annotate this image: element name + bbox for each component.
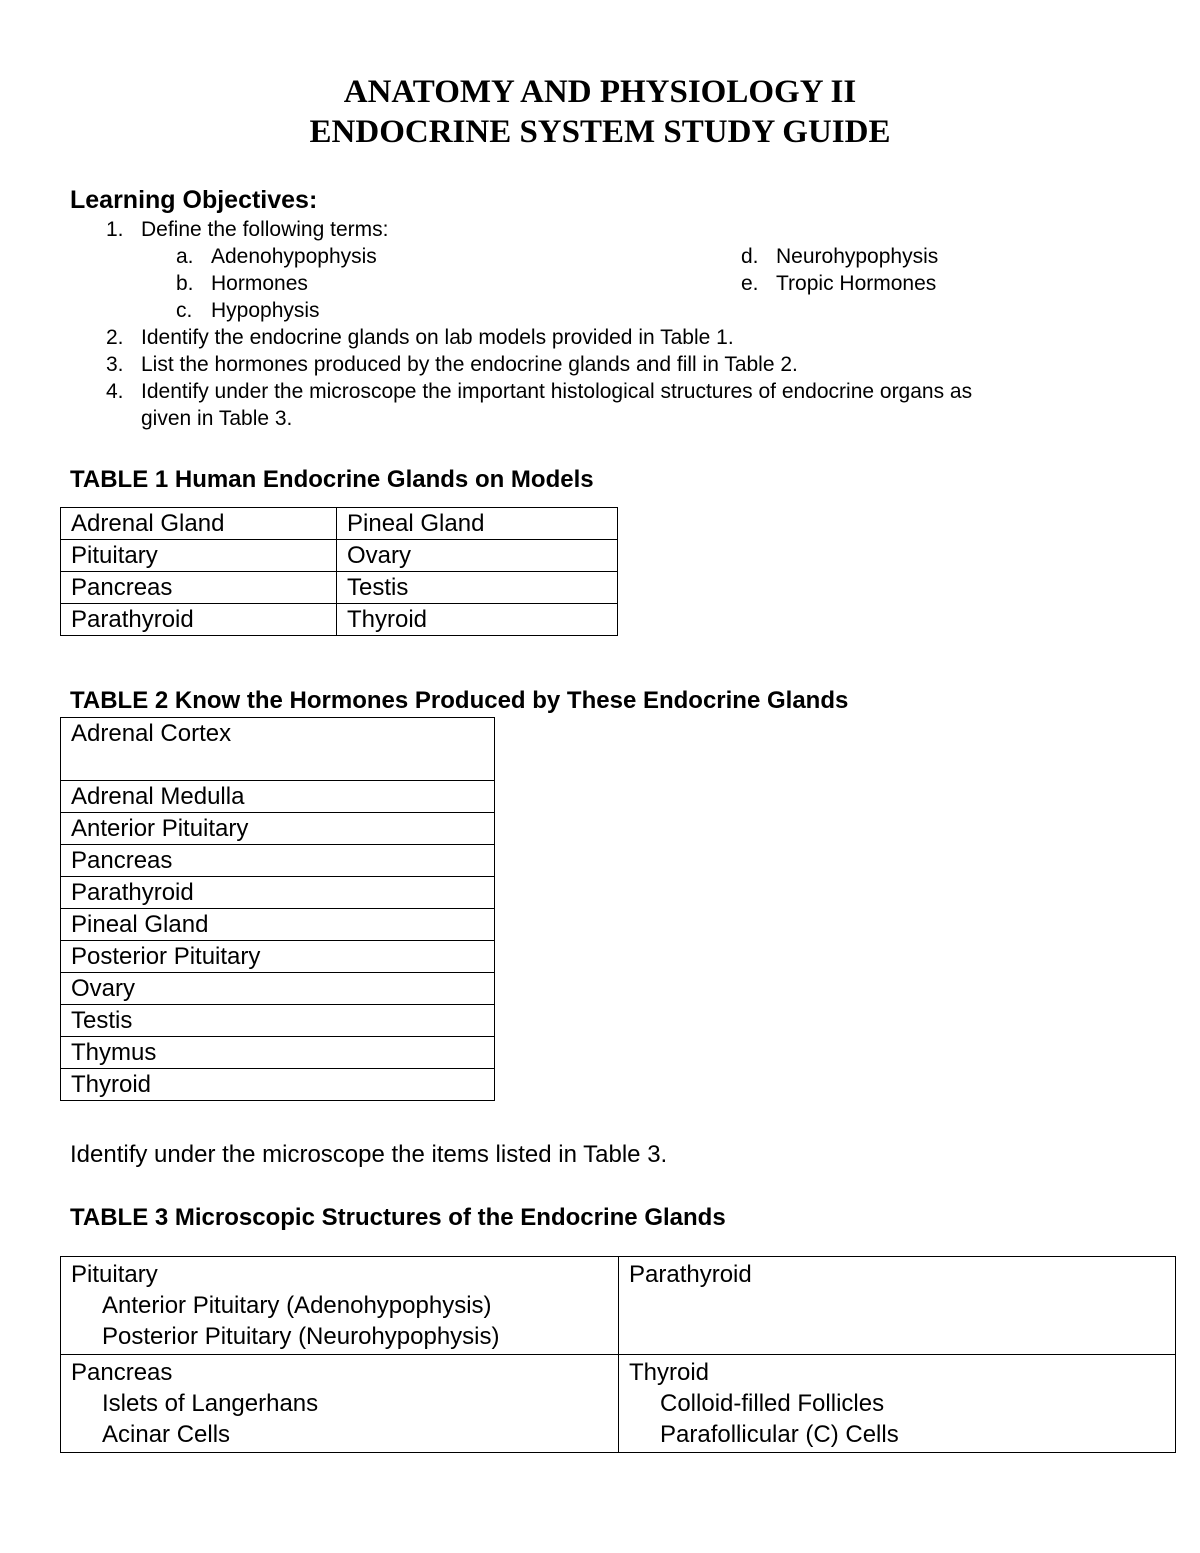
table-row xyxy=(61,877,495,909)
term-letter: e. xyxy=(741,272,759,295)
table-row xyxy=(61,813,495,845)
table3-title: TABLE 3 Microscopic Structures of the Endocrine Glands xyxy=(70,1204,726,1231)
table-row xyxy=(61,572,618,604)
cell-item: Anterior Pituitary (Adenohypophysis) xyxy=(102,1292,492,1319)
table1-title: TABLE 1 Human Endocrine Glands on Models xyxy=(70,466,594,493)
cell-heading: Pancreas xyxy=(71,1359,173,1386)
objective-text: Identify under the microscope the important histological structures of endocrine organs as xyxy=(141,380,973,403)
term-letter: b. xyxy=(176,272,194,295)
table-cell-pituitary xyxy=(61,1257,619,1355)
document-title-line2: ENDOCRINE SYSTEM STUDY GUIDE xyxy=(309,114,891,150)
table-row xyxy=(61,604,618,636)
table-cell: Pineal Gland xyxy=(61,909,495,941)
table-cell: Ovary xyxy=(337,540,618,572)
table-cell: Parathyroid xyxy=(61,877,495,909)
table2-title: TABLE 2 Know the Hormones Produced by These Endocrine Glands xyxy=(70,687,849,714)
term-letter: c. xyxy=(176,299,193,322)
term-hormones: Hormones xyxy=(211,272,308,295)
objective-number: 2. xyxy=(106,326,124,349)
table-cell: Pancreas xyxy=(61,572,337,604)
objective-text-continued: given in Table 3. xyxy=(141,407,293,430)
table-cell-parathyroid xyxy=(619,1257,1176,1355)
table-cell: Testis xyxy=(337,572,618,604)
learning-objectives-heading: Learning Objectives: xyxy=(70,186,318,214)
table-row xyxy=(61,845,495,877)
table-cell: Pineal Gland xyxy=(337,508,618,540)
table-row xyxy=(61,1257,1176,1355)
table-cell: Pituitary xyxy=(61,540,337,572)
table-row xyxy=(61,941,495,973)
table-cell: Thyroid xyxy=(61,1069,495,1101)
cell-item: Parafollicular (C) Cells xyxy=(660,1421,899,1448)
objective-number: 1. xyxy=(106,218,124,241)
table-cell: Testis xyxy=(61,1005,495,1037)
table2-hormones xyxy=(60,717,495,1101)
cell-item: Posterior Pituitary (Neurohypophysis) xyxy=(102,1323,500,1350)
cell-heading: Parathyroid xyxy=(629,1261,752,1288)
table1-endocrine-glands xyxy=(60,507,618,636)
table-row xyxy=(61,508,618,540)
table-cell: Anterior Pituitary xyxy=(61,813,495,845)
cell-heading: Pituitary xyxy=(71,1261,158,1288)
table-row xyxy=(61,1005,495,1037)
table-row xyxy=(61,909,495,941)
objective-number: 3. xyxy=(106,353,124,376)
objective-text: List the hormones produced by the endocrine glands and fill in Table 2. xyxy=(141,353,798,376)
document-title-line1: ANATOMY AND PHYSIOLOGY II xyxy=(343,74,857,110)
table-row xyxy=(61,1355,1176,1453)
table-cell: Ovary xyxy=(61,973,495,1005)
cell-item: Acinar Cells xyxy=(102,1421,231,1448)
objective-text: Identify the endocrine glands on lab models provided in Table 1. xyxy=(141,326,734,349)
cell-item: Islets of Langerhans xyxy=(102,1390,319,1417)
table-row xyxy=(61,973,495,1005)
term-letter: d. xyxy=(741,245,759,268)
table-cell: Adrenal Cortex xyxy=(61,718,495,781)
objective-text: Define the following terms: xyxy=(141,218,389,241)
table-cell: Adrenal Gland xyxy=(61,508,337,540)
table-row xyxy=(61,1069,495,1101)
table-row xyxy=(61,1037,495,1069)
table-cell: Thyroid xyxy=(337,604,618,636)
cell-item: Colloid-filled Follicles xyxy=(660,1390,885,1417)
table-cell: Posterior Pituitary xyxy=(61,941,495,973)
table-cell: Pancreas xyxy=(61,845,495,877)
term-neurohypophysis: Neurohypophysis xyxy=(776,245,939,268)
table3-instruction: Identify under the microscope the items listed in Table 3. xyxy=(70,1141,668,1168)
table-row xyxy=(61,540,618,572)
table-row xyxy=(61,718,495,781)
table-cell-thyroid xyxy=(619,1355,1176,1453)
table-cell-pancreas xyxy=(61,1355,619,1453)
table-cell: Thymus xyxy=(61,1037,495,1069)
term-tropic-hormones: Tropic Hormones xyxy=(776,272,937,295)
objective-number: 4. xyxy=(106,380,124,403)
table-cell: Adrenal Medulla xyxy=(61,781,495,813)
table-cell: Parathyroid xyxy=(61,604,337,636)
term-adenohypophysis: Adenohypophysis xyxy=(211,245,377,268)
table3-microscopic-structures xyxy=(60,1256,1176,1453)
table-row xyxy=(61,781,495,813)
cell-heading: Thyroid xyxy=(629,1359,710,1386)
term-letter: a. xyxy=(176,245,194,268)
term-hypophysis: Hypophysis xyxy=(211,299,320,322)
